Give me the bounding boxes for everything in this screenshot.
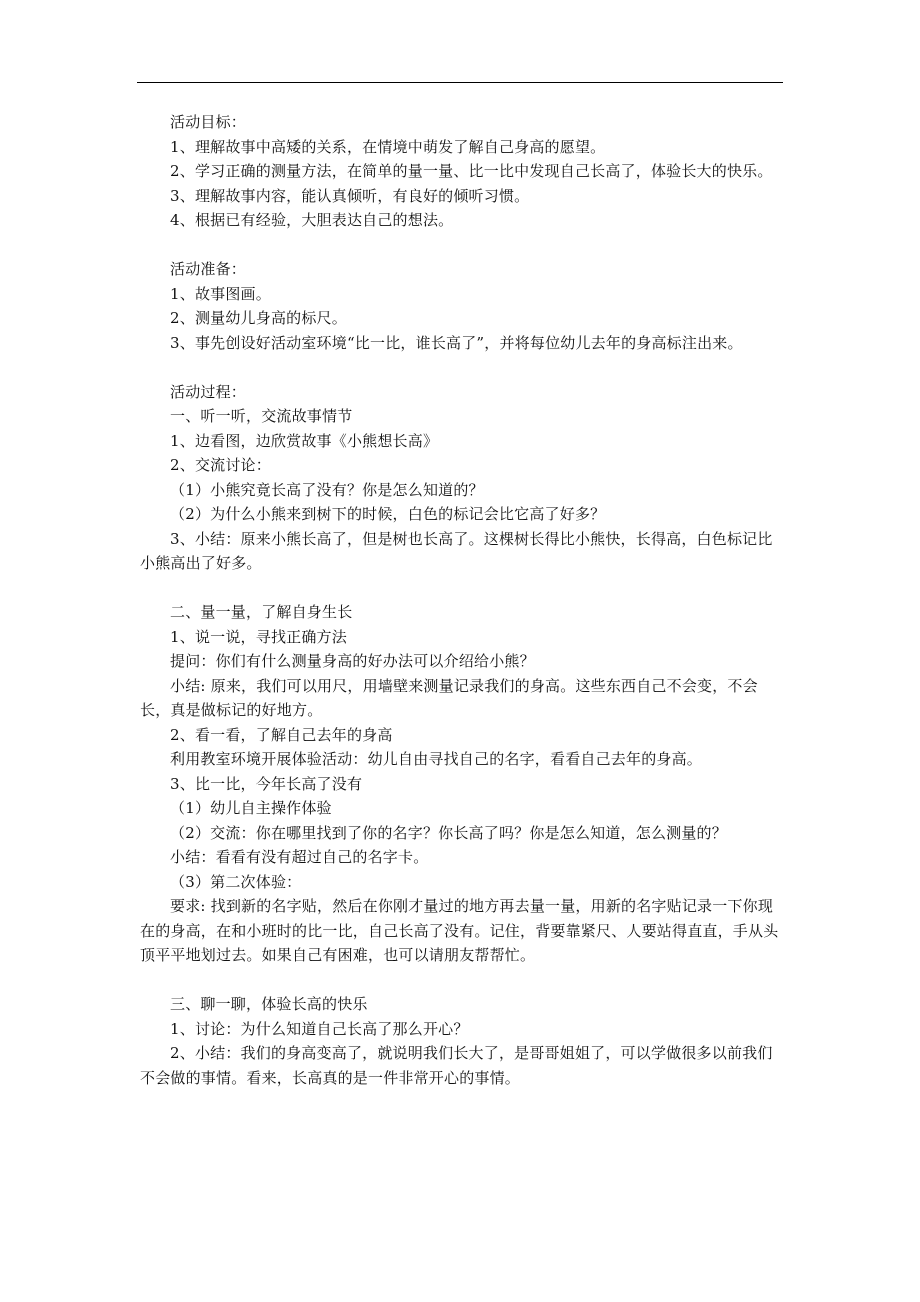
measure-item: 利用教室环境开展体验活动：幼儿自由寻找自己的名字，看看自己去年的身高。 xyxy=(170,750,703,768)
measure-item: 小结：看看有没有超过自己的名字卡。 xyxy=(170,848,429,866)
chat-item: 2、小结：我们的身高变高了，就说明我们长大了，是哥哥姐姐了，可以学做很多以前我们不会做的事情。看来，长高真的是一件非常开心的事情。 xyxy=(140,1044,773,1087)
process-item: （1）小熊究竟长高了没有？你是怎么知道的？ xyxy=(170,480,484,499)
process-item: 3、小结：原来小熊长高了，但是树也长高了。这棵树长得比小熊快，长得高，白色标记比小熊高出了好多。 xyxy=(140,529,773,572)
measure-item: （2）交流：你在哪里找到了你的名字？你长高了吗？你是怎么知道，怎么测量的？ xyxy=(170,823,727,842)
section-gap xyxy=(140,355,782,380)
section-chat xyxy=(140,992,782,1090)
process-item: 2、交流讨论： xyxy=(170,456,271,474)
process-heading: 活动过程： xyxy=(170,382,247,401)
header-rule xyxy=(137,82,783,83)
measure-item: 2、看一看，了解自己去年的身高 xyxy=(170,725,393,744)
process-item: （2）为什么小熊来到树下的时候，白色的标记会比它高了好多？ xyxy=(170,505,606,523)
section-process xyxy=(140,380,782,576)
chat-subheading: 三、聊一聊，体验长高的快乐 xyxy=(170,995,368,1013)
section-gap xyxy=(140,576,782,601)
prep-item: 2、测量幼儿身高的标尺。 xyxy=(170,309,347,327)
measure-item: 提问：你们有什么测量身高的好办法可以介绍给小熊？ xyxy=(170,652,535,670)
prep-item: 3、事先创设好活动室环境“比一比，谁长高了”，并将每位幼儿去年的身高标注出来。 xyxy=(170,333,743,352)
measure-item: （1）幼儿自主操作体验 xyxy=(170,799,332,817)
section-prep xyxy=(140,257,782,355)
prep-item: 1、故事图画。 xyxy=(170,284,271,303)
section-measure xyxy=(140,600,782,968)
section-goals xyxy=(140,110,782,233)
goals-heading: 活动目标： xyxy=(170,113,247,131)
measure-subheading: 二、量一量，了解自身生长 xyxy=(170,603,353,621)
goal-item: 3、理解故事内容，能认真倾听，有良好的倾听习惯。 xyxy=(170,186,530,205)
goal-item: 1、理解故事中高矮的关系，在情境中萌发了解自己身高的愿望。 xyxy=(170,137,606,156)
section-gap xyxy=(140,233,782,258)
process-subheading: 一、听一听，交流故事情节 xyxy=(170,407,353,425)
goal-item: 4、根据已有经验，大胆表达自己的想法。 xyxy=(170,211,454,229)
section-gap xyxy=(140,968,782,993)
measure-item: 要求: 找到新的名字贴，然后在你刚才量过的地方再去量一量，用新的名字贴记录一下你现在的身高，在和小班时的比一比，自己长高了没有。记住，背要靠紧尺、人要站得直直，手从头顶平平地划过去。如果自己有困难，也可以请朋友帮帮忙。 xyxy=(140,897,779,964)
document-body xyxy=(140,110,782,1090)
chat-item: 1、讨论：为什么知道自己长高了那么开心？ xyxy=(170,1019,469,1038)
measure-item: 小结: 原来，我们可以用尺，用墙壁来测量记录我们的身高。这些东西自己不会变，不会长，真是做标记的好地方。 xyxy=(140,676,758,719)
measure-item: （3）第二次体验： xyxy=(170,872,302,891)
prep-heading: 活动准备： xyxy=(170,260,247,278)
process-item: 1、边看图，边欣赏故事《小熊想长高》 xyxy=(170,431,439,450)
measure-item: 1、说一说，寻找正确方法 xyxy=(170,627,347,646)
goal-item: 2、学习正确的测量方法，在简单的量一量、比一比中发现自己长高了，体验长大的快乐。 xyxy=(170,162,773,180)
measure-item: 3、比一比，今年长高了没有 xyxy=(170,774,363,793)
